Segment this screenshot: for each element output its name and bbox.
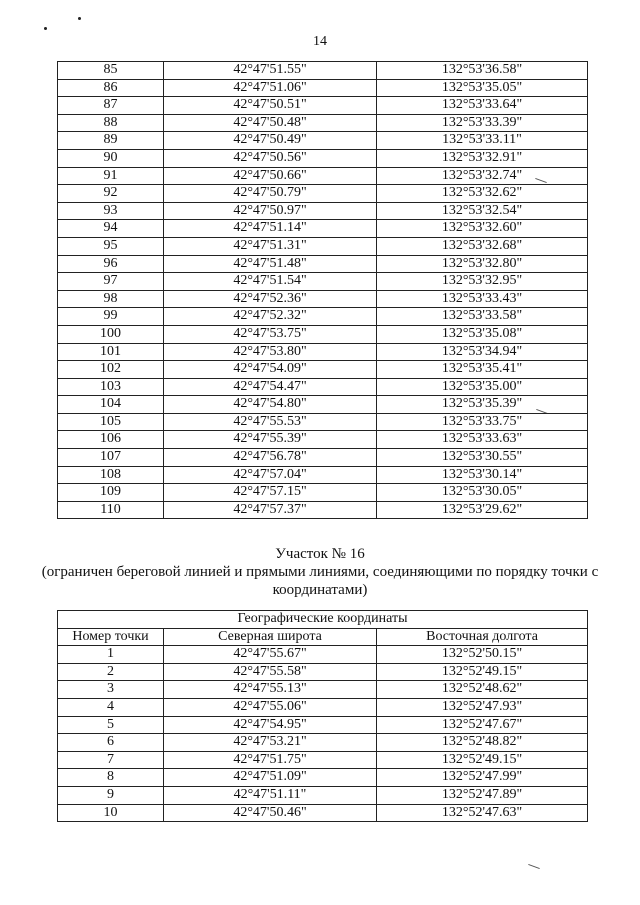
longitude-cell: 132°52'50.15" — [377, 646, 588, 664]
latitude-cell: 42°47'55.53" — [164, 413, 377, 431]
section-title: Участок № 16 — [275, 546, 365, 562]
point-number-cell: 8 — [58, 769, 164, 787]
longitude-cell: 132°52'48.62" — [377, 681, 588, 699]
table-row — [58, 466, 588, 484]
latitude-cell: 42°47'51.11" — [164, 786, 377, 804]
point-number-cell: 6 — [58, 734, 164, 752]
latitude-cell: 42°47'52.32" — [164, 308, 377, 326]
longitude-cell: 132°53'32.68" — [377, 237, 588, 255]
point-number-cell: 102 — [58, 361, 164, 379]
scan-speck — [44, 27, 47, 30]
table-row — [58, 237, 588, 255]
longitude-cell: 132°53'32.60" — [377, 220, 588, 238]
longitude-cell: 132°53'35.41" — [377, 361, 588, 379]
point-number-cell: 104 — [58, 396, 164, 414]
table-row — [58, 413, 588, 431]
latitude-cell: 42°47'57.04" — [164, 466, 377, 484]
table-row — [58, 167, 588, 185]
group-header-cell: Географические координаты — [58, 611, 588, 629]
point-number-cell: 88 — [58, 114, 164, 132]
longitude-cell: 132°52'47.99" — [377, 769, 588, 787]
longitude-cell: 132°52'47.89" — [377, 786, 588, 804]
longitude-cell: 132°53'33.63" — [377, 431, 588, 449]
table-row — [58, 343, 588, 361]
coordinates-table-header — [58, 611, 588, 646]
point-number-cell: 4 — [58, 698, 164, 716]
longitude-cell: 132°53'32.80" — [377, 255, 588, 273]
latitude-cell: 42°47'50.48" — [164, 114, 377, 132]
latitude-cell: 42°47'51.09" — [164, 769, 377, 787]
latitude-cell: 42°47'50.97" — [164, 202, 377, 220]
coordinates-table-continued — [57, 61, 588, 519]
longitude-cell: 132°53'30.14" — [377, 466, 588, 484]
longitude-cell: 132°53'33.64" — [377, 97, 588, 115]
longitude-cell: 132°53'33.75" — [377, 413, 588, 431]
longitude-cell: 132°53'32.91" — [377, 149, 588, 167]
table-row — [58, 202, 588, 220]
latitude-cell: 42°47'50.56" — [164, 149, 377, 167]
latitude-cell: 42°47'55.67" — [164, 646, 377, 664]
latitude-cell: 42°47'51.48" — [164, 255, 377, 273]
latitude-cell: 42°47'57.37" — [164, 501, 377, 519]
longitude-cell: 132°52'47.67" — [377, 716, 588, 734]
table-row — [58, 501, 588, 519]
coordinates-table-body — [58, 62, 588, 519]
latitude-cell: 42°47'51.75" — [164, 751, 377, 769]
longitude-cell: 132°53'30.05" — [377, 484, 588, 502]
table-row — [58, 308, 588, 326]
table-row — [58, 62, 588, 80]
latitude-cell: 42°47'50.79" — [164, 185, 377, 203]
table-row — [58, 698, 588, 716]
latitude-cell: 42°47'53.75" — [164, 325, 377, 343]
latitude-cell: 42°47'52.36" — [164, 290, 377, 308]
longitude-cell: 132°52'47.63" — [377, 804, 588, 822]
latitude-cell: 42°47'53.80" — [164, 343, 377, 361]
table-group-header-row — [58, 611, 588, 629]
coordinates-table-section-16 — [57, 610, 588, 822]
table-row — [58, 734, 588, 752]
point-number-cell: 105 — [58, 413, 164, 431]
table-row — [58, 378, 588, 396]
latitude-cell: 42°47'51.06" — [164, 79, 377, 97]
point-number-cell: 87 — [58, 97, 164, 115]
point-number-cell: 94 — [58, 220, 164, 238]
longitude-cell: 132°53'35.39" — [377, 396, 588, 414]
point-number-cell: 5 — [58, 716, 164, 734]
table-row — [58, 290, 588, 308]
table-row — [58, 149, 588, 167]
table-header-row — [58, 628, 588, 646]
longitude-cell: 132°53'32.74" — [377, 167, 588, 185]
table-row — [58, 273, 588, 291]
longitude-cell: 132°52'48.82" — [377, 734, 588, 752]
point-number-cell: 106 — [58, 431, 164, 449]
table-row — [58, 220, 588, 238]
point-number-cell: 95 — [58, 237, 164, 255]
latitude-cell: 42°47'53.21" — [164, 734, 377, 752]
table-row — [58, 663, 588, 681]
point-number-cell: 98 — [58, 290, 164, 308]
longitude-cell: 132°53'35.08" — [377, 325, 588, 343]
table-row — [58, 431, 588, 449]
page-number: 14 — [313, 34, 327, 49]
table-row — [58, 361, 588, 379]
header-point-number: Номер точки — [58, 628, 164, 646]
latitude-cell: 42°47'51.54" — [164, 273, 377, 291]
latitude-cell: 42°47'51.14" — [164, 220, 377, 238]
point-number-cell: 93 — [58, 202, 164, 220]
point-number-cell: 109 — [58, 484, 164, 502]
point-number-cell: 85 — [58, 62, 164, 80]
section-description: (ограничен береговой линией и прямыми линиями, соединяющими по порядку точки с координатами) — [41, 564, 599, 598]
point-number-cell: 2 — [58, 663, 164, 681]
coordinates-table-body — [58, 646, 588, 822]
table-row — [58, 769, 588, 787]
table-row — [58, 751, 588, 769]
longitude-cell: 132°53'34.94" — [377, 343, 588, 361]
header-north-latitude: Северная широта — [164, 628, 377, 646]
point-number-cell: 89 — [58, 132, 164, 150]
longitude-cell: 132°52'47.93" — [377, 698, 588, 716]
point-number-cell: 96 — [58, 255, 164, 273]
point-number-cell: 103 — [58, 378, 164, 396]
point-number-cell: 7 — [58, 751, 164, 769]
table-row — [58, 97, 588, 115]
point-number-cell: 100 — [58, 325, 164, 343]
latitude-cell: 42°47'54.80" — [164, 396, 377, 414]
longitude-cell: 132°52'49.15" — [377, 663, 588, 681]
latitude-cell: 42°47'54.47" — [164, 378, 377, 396]
point-number-cell: 10 — [58, 804, 164, 822]
section-heading — [0, 545, 640, 599]
point-number-cell: 107 — [58, 449, 164, 467]
point-number-cell: 3 — [58, 681, 164, 699]
longitude-cell: 132°53'33.11" — [377, 132, 588, 150]
table-row — [58, 646, 588, 664]
point-number-cell: 92 — [58, 185, 164, 203]
point-number-cell: 99 — [58, 308, 164, 326]
latitude-cell: 42°47'54.09" — [164, 361, 377, 379]
latitude-cell: 42°47'50.49" — [164, 132, 377, 150]
latitude-cell: 42°47'55.13" — [164, 681, 377, 699]
longitude-cell: 132°53'32.95" — [377, 273, 588, 291]
point-number-cell: 101 — [58, 343, 164, 361]
longitude-cell: 132°53'30.55" — [377, 449, 588, 467]
longitude-cell: 132°52'49.15" — [377, 751, 588, 769]
longitude-cell: 132°53'33.58" — [377, 308, 588, 326]
table-row — [58, 114, 588, 132]
longitude-cell: 132°53'32.62" — [377, 185, 588, 203]
table-row — [58, 786, 588, 804]
latitude-cell: 42°47'50.51" — [164, 97, 377, 115]
latitude-cell: 42°47'54.95" — [164, 716, 377, 734]
scan-speck — [78, 17, 81, 20]
point-number-cell: 97 — [58, 273, 164, 291]
scan-mark — [528, 864, 540, 869]
latitude-cell: 42°47'57.15" — [164, 484, 377, 502]
longitude-cell: 132°53'36.58" — [377, 62, 588, 80]
table-row — [58, 681, 588, 699]
point-number-cell: 90 — [58, 149, 164, 167]
table-row — [58, 716, 588, 734]
table-row — [58, 804, 588, 822]
table-row — [58, 79, 588, 97]
table-row — [58, 396, 588, 414]
latitude-cell: 42°47'50.66" — [164, 167, 377, 185]
table-row — [58, 325, 588, 343]
latitude-cell: 42°47'51.55" — [164, 62, 377, 80]
latitude-cell: 42°47'55.58" — [164, 663, 377, 681]
table-row — [58, 185, 588, 203]
point-number-cell: 1 — [58, 646, 164, 664]
header-east-longitude: Восточная долгота — [377, 628, 588, 646]
table-row — [58, 484, 588, 502]
table-row — [58, 132, 588, 150]
longitude-cell: 132°53'33.39" — [377, 114, 588, 132]
point-number-cell: 91 — [58, 167, 164, 185]
point-number-cell: 110 — [58, 501, 164, 519]
longitude-cell: 132°53'33.43" — [377, 290, 588, 308]
latitude-cell: 42°47'51.31" — [164, 237, 377, 255]
table-row — [58, 255, 588, 273]
table-row — [58, 449, 588, 467]
point-number-cell: 86 — [58, 79, 164, 97]
longitude-cell: 132°53'29.62" — [377, 501, 588, 519]
longitude-cell: 132°53'32.54" — [377, 202, 588, 220]
latitude-cell: 42°47'55.06" — [164, 698, 377, 716]
point-number-cell: 9 — [58, 786, 164, 804]
point-number-cell: 108 — [58, 466, 164, 484]
latitude-cell: 42°47'55.39" — [164, 431, 377, 449]
latitude-cell: 42°47'56.78" — [164, 449, 377, 467]
longitude-cell: 132°53'35.05" — [377, 79, 588, 97]
latitude-cell: 42°47'50.46" — [164, 804, 377, 822]
longitude-cell: 132°53'35.00" — [377, 378, 588, 396]
